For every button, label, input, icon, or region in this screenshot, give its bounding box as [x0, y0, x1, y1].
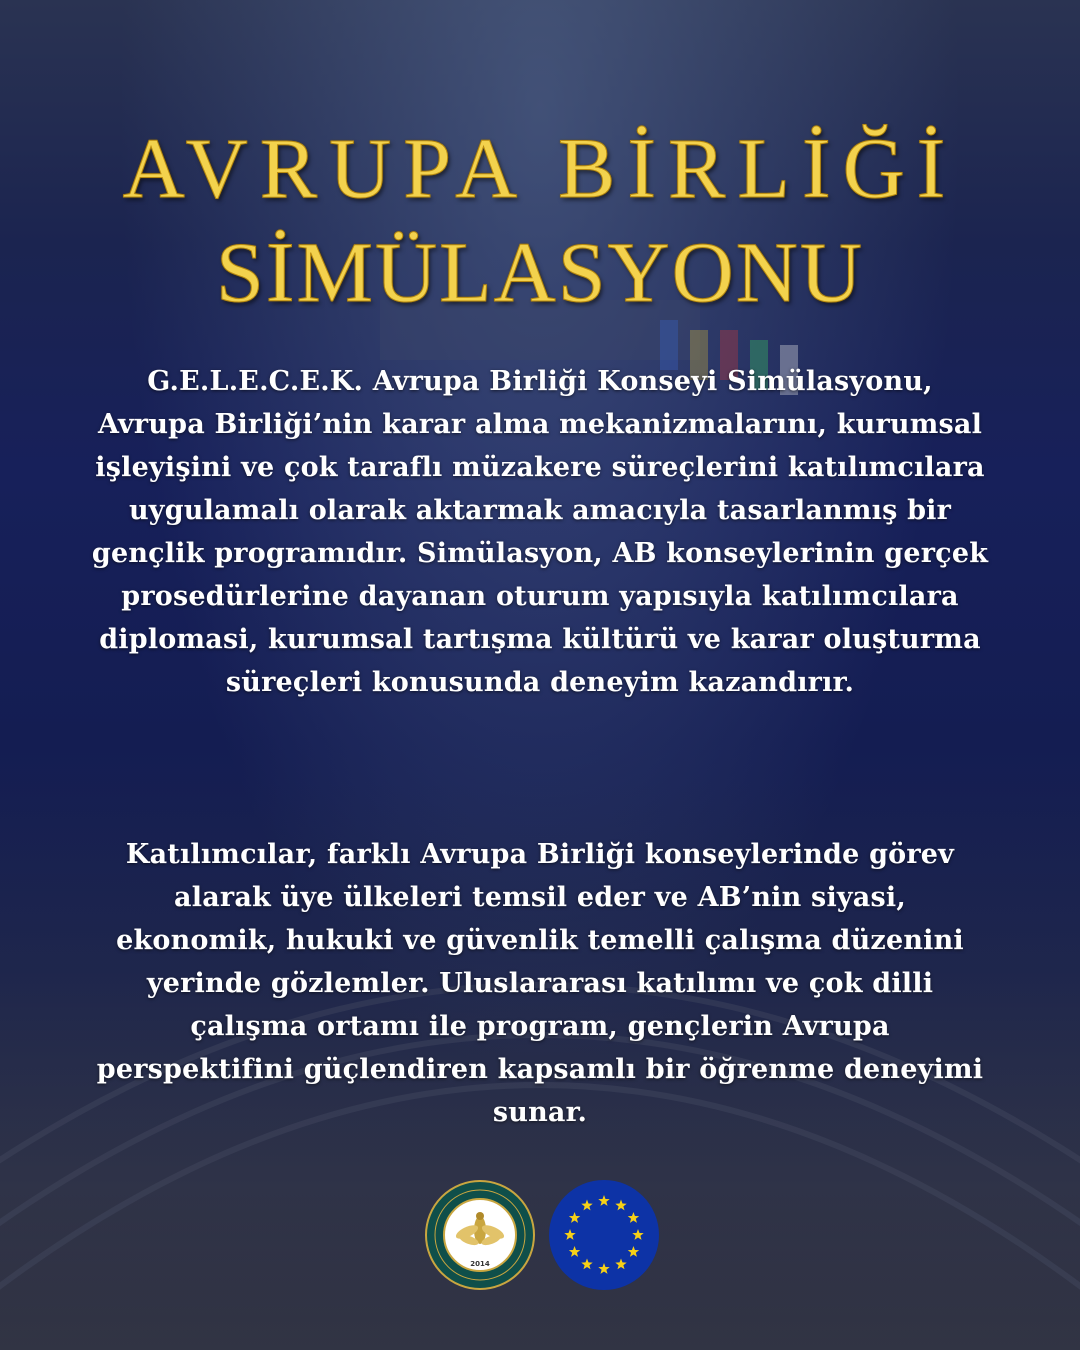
paragraph-participants: Katılımcılar, farklı Avrupa Birliği konseylerinde görev alarak üye ülkeleri temsil eder ve AB’nin siyasi, ekonomik, hukuki ve güvenlik temelli çalışma düzenini yerinde gözlemler. Uluslararası katılımı ve çok dilli çalışma ortamı ile program, gençlerin Avrupa perspektifini güçlendiren kapsamlı bir öğrenme deneyimi sunar.: [96, 839, 984, 1128]
eu-star: [564, 1229, 575, 1240]
eu-star: [598, 1195, 609, 1206]
club-year: 2014: [470, 1260, 490, 1268]
eu-star: [615, 1258, 626, 1269]
eu-star: [628, 1246, 639, 1257]
eu-star: [569, 1246, 580, 1257]
eu-star: [615, 1200, 626, 1211]
title-line-2: SİMÜLASYONU: [216, 224, 864, 320]
club-logo-inner: [443, 1198, 517, 1272]
club-logo: [425, 1180, 535, 1290]
eu-star: [569, 1212, 580, 1223]
eu-star: [581, 1200, 592, 1211]
eu-star: [628, 1212, 639, 1223]
eu-stars-icon: [549, 1180, 659, 1290]
eu-star: [581, 1258, 592, 1269]
title-line-1: AVRUPA BİRLİĞİ: [122, 120, 958, 216]
logos: [425, 1180, 665, 1292]
eu-flag-logo: [549, 1180, 659, 1290]
paragraph-intro: G.E.L.E.C.E.K. Avrupa Birliği Konseyi Simülasyonu, Avrupa Birliği’nin karar alma mekanizmalarını, kurumsal işleyişini ve çok taraflı müzakere süreçlerini katılımcılara uygulamalı olarak aktarmak amacıyla tasarlanmış bir gençlik programıdır. Simülasyon, AB konseylerinin gerçek prosedürlerine dayanan oturum yapısıyla katılımcılara diplomasi, kurumsal tartışma kültürü ve karar oluşturma süreçleri konusunda deneyim kazandırır.: [91, 366, 989, 698]
eu-star: [632, 1229, 643, 1240]
eu-star: [598, 1263, 609, 1274]
